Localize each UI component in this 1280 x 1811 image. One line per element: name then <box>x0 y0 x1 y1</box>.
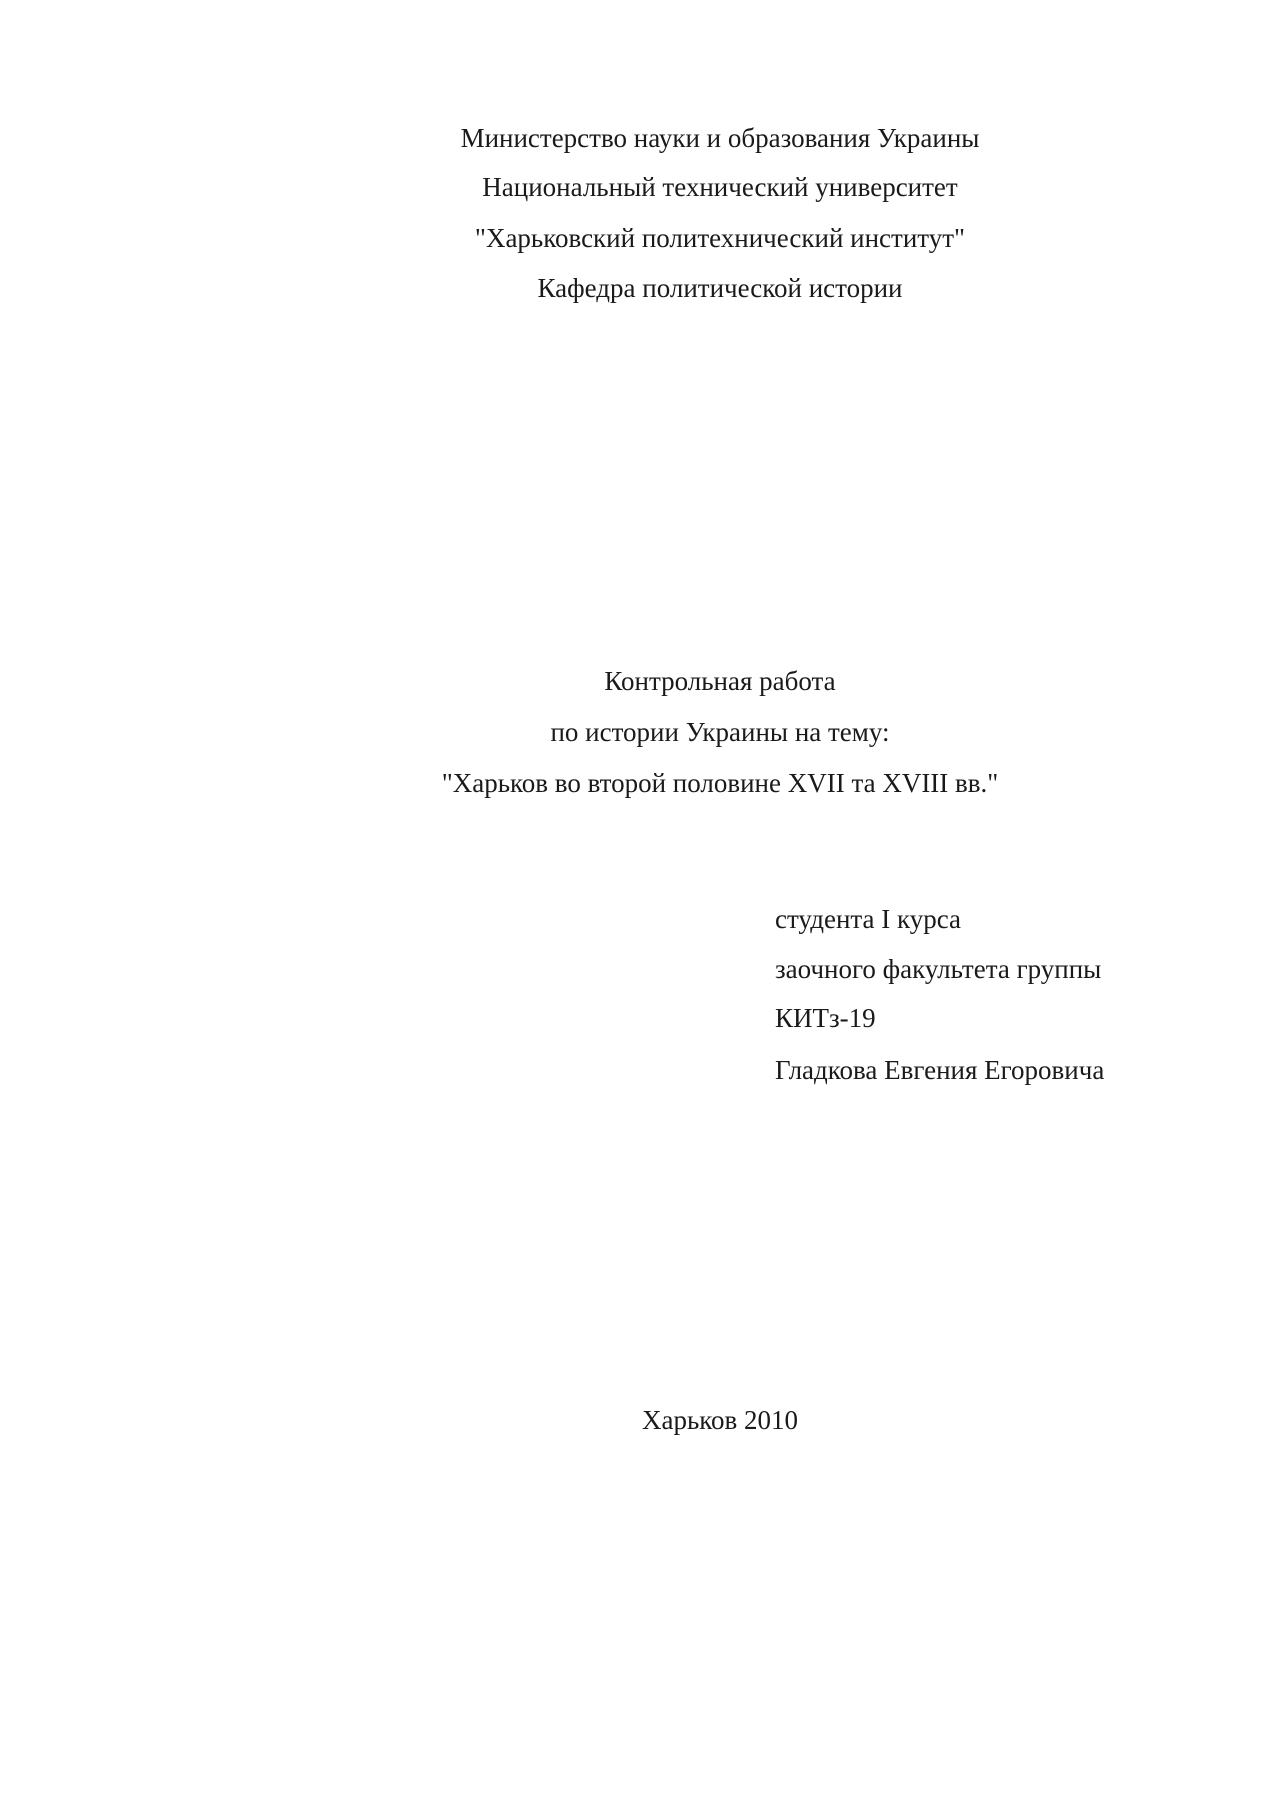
author-course-line: студента I курса <box>775 904 962 934</box>
author-name-line: Гладкова Евгения Егоровича <box>775 1055 1105 1085</box>
author-faculty-line: заочного факультета группы <box>775 954 1102 984</box>
institute-line: "Харьковский политехнический институт" <box>474 223 966 253</box>
department-line: Кафедра политической истории <box>537 273 903 303</box>
topic-line: "Харьков во второй половине XVII та XVIII вв." <box>441 768 999 798</box>
ministry-line: Министерство науки и образования Украины <box>460 123 980 153</box>
university-line: Национальный технический университет <box>482 172 958 202</box>
author-group-line: КИТз-19 <box>775 1003 876 1033</box>
city-year-line: Харьков 2010 <box>641 1405 799 1435</box>
subject-line: по истории Украины на тему: <box>550 717 890 747</box>
work-type-line: Контрольная работа <box>604 666 836 696</box>
